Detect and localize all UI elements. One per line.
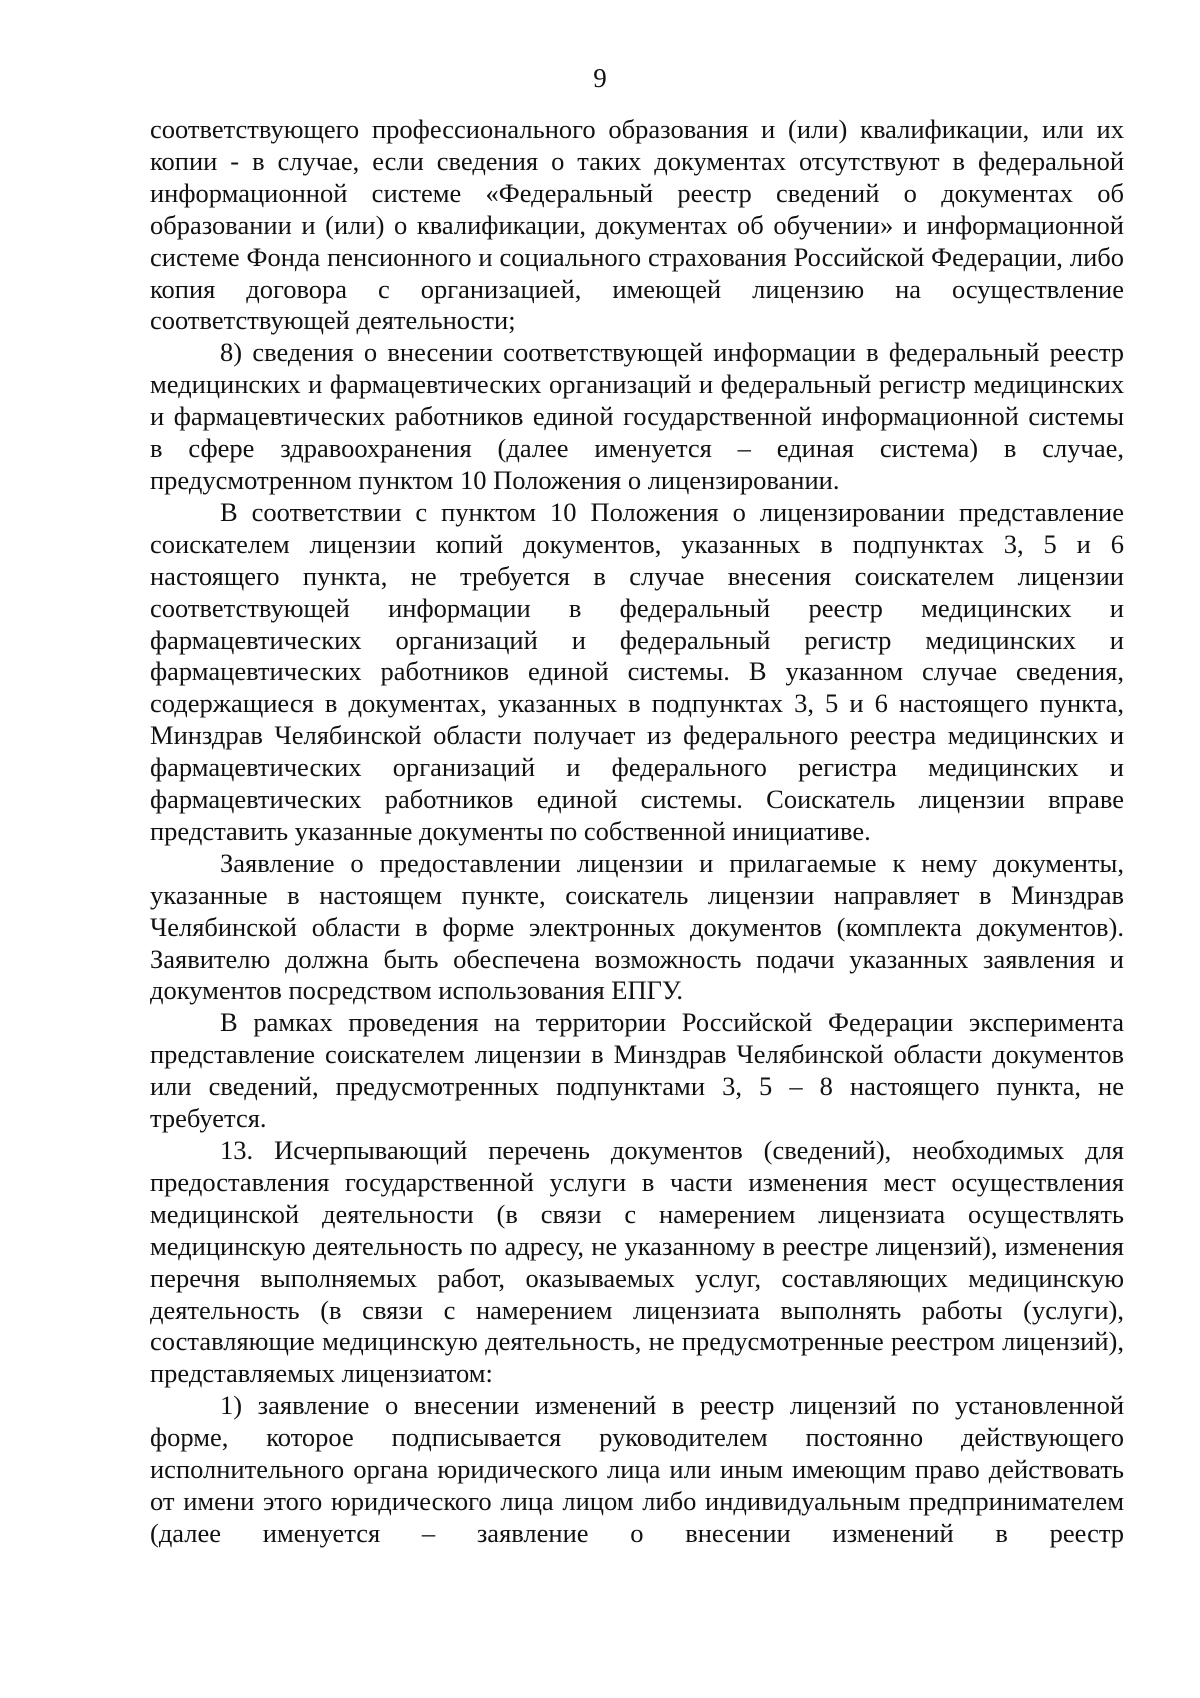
paragraph-item-13: 13. Исчерпывающий перечень документов (сведений), необходимых для предоставления государственной услуги в части изменения мест осуществления медицинской деятельности (в связи с намерением лицензиата осуществлять медицинскую деятельность по адресу, не указанному в реестре лицензий), изменения перечня выполняемых работ, оказываемых услуг, составляющих медицинскую деятельность (в связи с намерением лицензиата выполнять работы (услуги), составляющие медицинскую деятельность, не предусмотренные реестром лицензий), представляемых лицензиатом: — [150, 1135, 1124, 1389]
paragraph-application-submission: Заявление о предоставлении лицензии и прилагаемые к нему документы, указанные в настоящем пункте, соискатель лицензии направляет в Минздрав Челябинской области в форме электронных документов (комплекта документов). Заявителю должна быть обеспечена возможность подачи указанных заявления и документов посредством использования ЕПГУ. — [150, 847, 1124, 1006]
paragraph-subitem-1: 1) заявление о внесении изменений в реестр лицензий по установленной форме, которое подписывается руководителем постоянно действующего исполнительного органа юридического лица или иным имеющим право действовать от имени этого юридического лица лицом либо индивидуальным предпринимателем (далее именуется – заявление о внесении изменений в реестр — [150, 1390, 1124, 1548]
document-body — [150, 114, 1124, 1550]
paragraph-qualification-copies: соответствующего профессионального образования и (или) квалификации, или их копии - в случае, если сведения о таких документах отсутствуют в федеральной информационной системе «Федеральный реестр сведений о документах об образовании и (или) о квалификации, документах об обучении» и информационной системе Фонда пенсионного и социального страхования Российской Федерации, либо копия договора с организацией, имеющей лицензию на осуществление соответствующей деятельности; — [150, 114, 1124, 336]
page-number: 9 — [593, 63, 607, 93]
paragraph-item-8: 8) сведения о внесении соответствующей информации в федеральный реестр медицинских и фармацевтических организаций и федеральный регистр медицинских и фармацевтических работников единой государственной информационной системы в сфере здравоохранения (далее именуется – единая система) в случае, предусмотренном пунктом 10 Положения о лицензировании. — [150, 337, 1124, 495]
paragraph-point-10: В соответствии с пунктом 10 Положения о лицензировании представление соискателем лицензии копий документов, указанных в подпунктах 3, 5 и 6 настоящего пункта, не требуется в случае внесения соискателем лицензии соответствующей информации в федеральный реестр медицинских и фармацевтических организаций и федеральный регистр медицинских и фармацевтических работников единой системы. В указанном случае сведения, содержащиеся в документах, указанных в подпунктах 3, 5 и 6 настоящего пункта, Минздрав Челябинской области получает из федерального реестра медицинских и фармацевтических организаций и федерального регистра медицинских и фармацевтических работников единой системы. Соискатель лицензии вправе представить указанные документы по собственной инициативе. — [150, 496, 1124, 846]
paragraph-experiment: В рамках проведения на территории Российской Федерации эксперимента представление соискателем лицензии в Минздрав Челябинской области документов или сведений, предусмотренных подпунктами 3, 5 – 8 настоящего пункта, не требуется. — [150, 1007, 1124, 1134]
